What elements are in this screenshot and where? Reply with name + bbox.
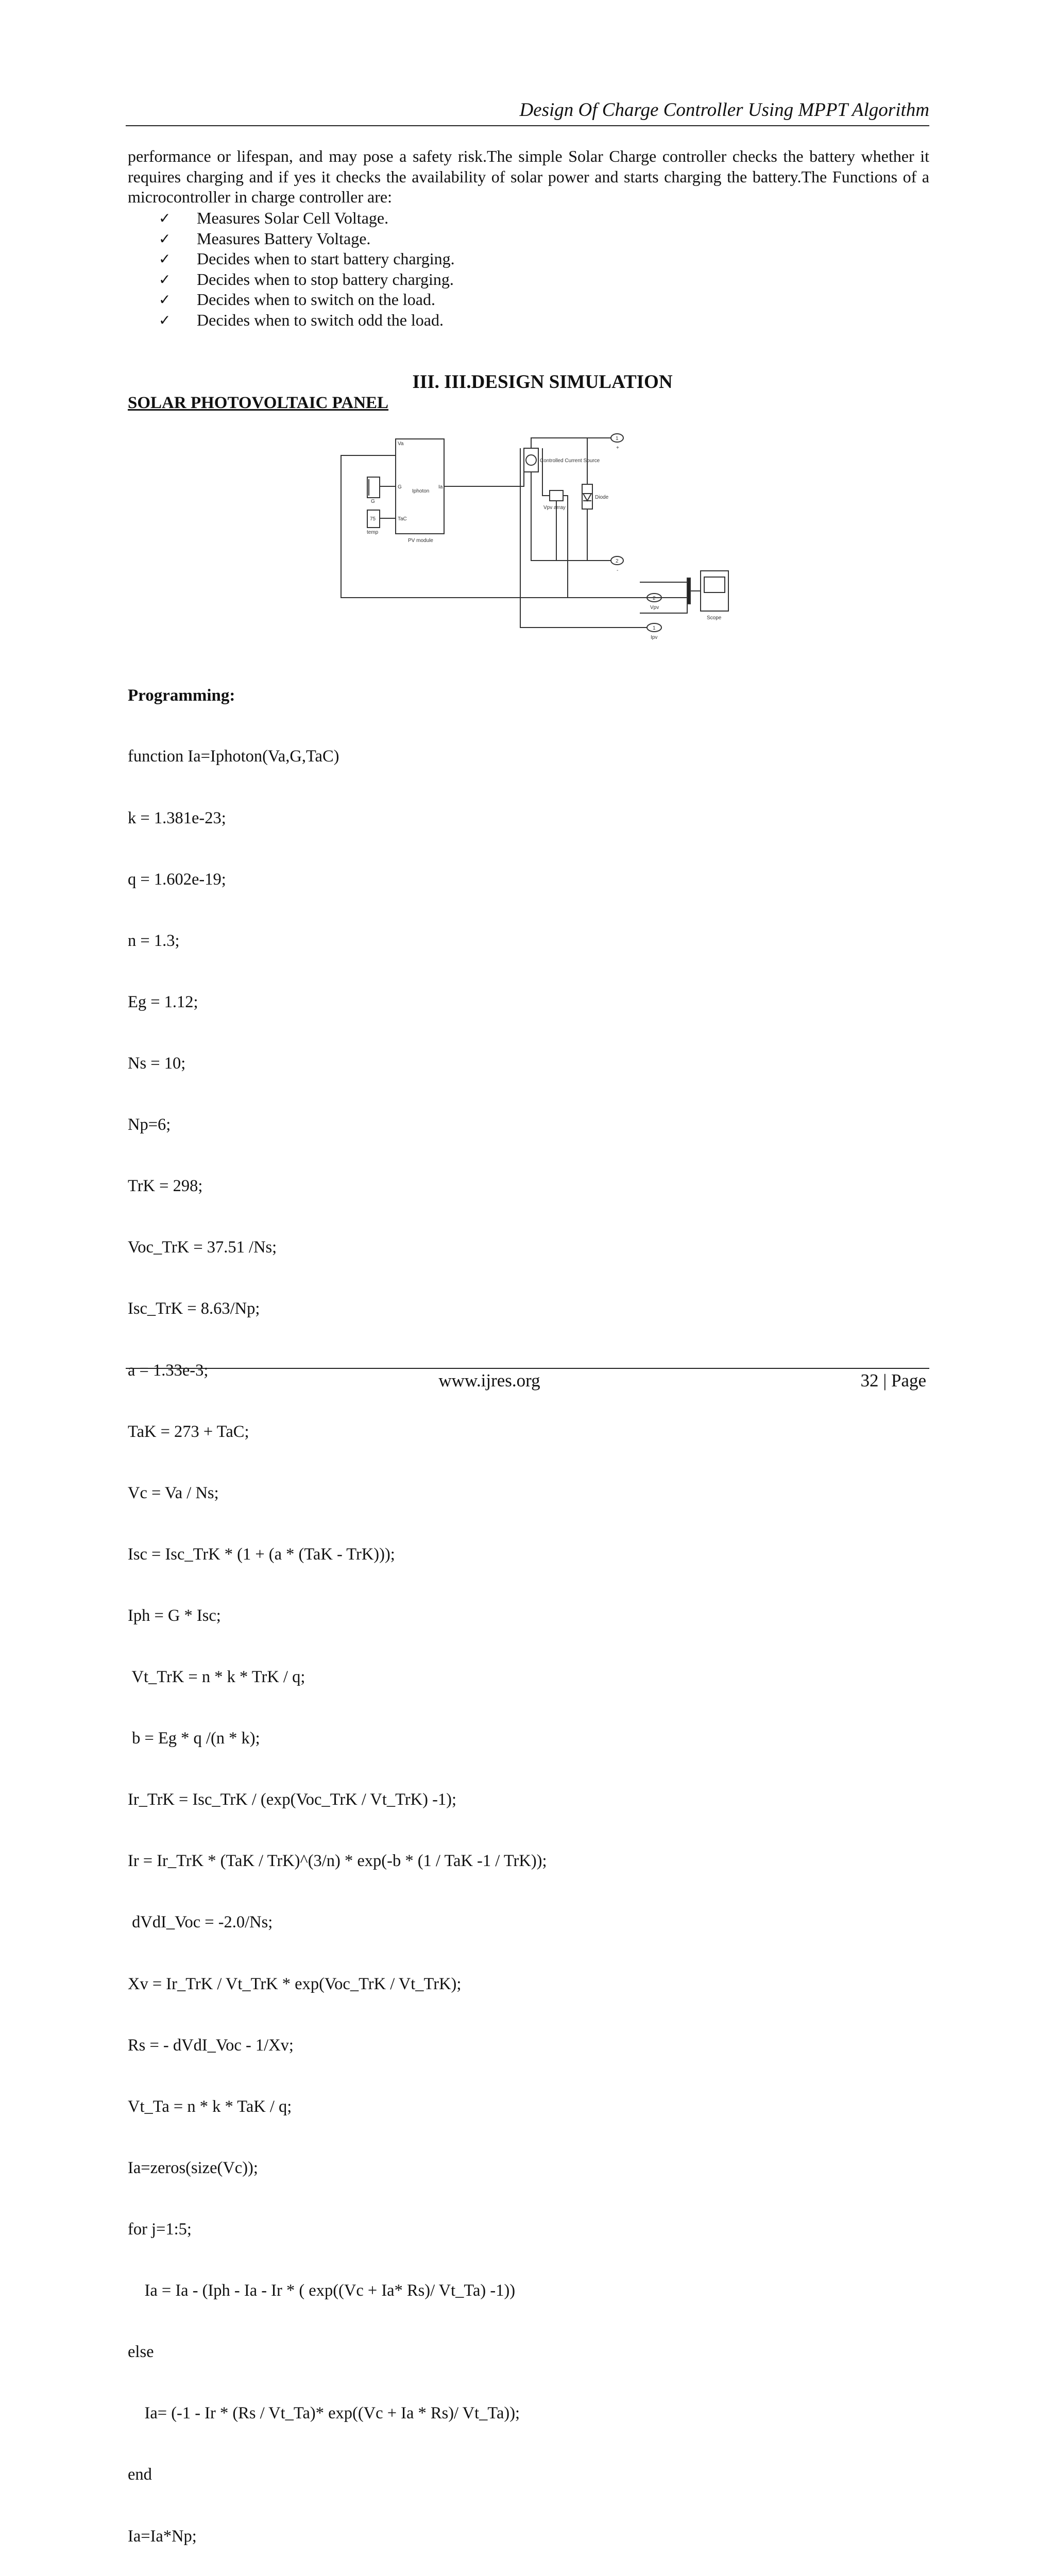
- code-line: Eg = 1.12;: [128, 992, 198, 1011]
- temp-label: temp: [367, 530, 379, 535]
- running-header: Design Of Charge Controller Using MPPT Algorithm: [519, 99, 929, 121]
- wire-bottom-rail: [531, 472, 611, 561]
- code-line: dVdI_Voc = -2.0/Ns;: [128, 1913, 273, 1932]
- code-line: Ia=Ia*Np;: [128, 2527, 197, 2546]
- tac-port-label: TaC: [398, 516, 407, 522]
- mux-bar: [687, 578, 690, 604]
- code-line: Vc = Va / Ns;: [128, 1483, 219, 1502]
- code-line: Vt_TrK = n * k * TrK / q;: [128, 1668, 305, 1687]
- programming-label: Programming:: [128, 686, 235, 705]
- list-item: [159, 229, 455, 249]
- code-line: Iph = G * Isc;: [128, 1606, 221, 1625]
- list-item: [159, 290, 455, 310]
- wire-vm-out: [563, 496, 568, 598]
- code-line: a = 1.33e-3;: [128, 1361, 209, 1380]
- code-line: Rs = - dVdI_Voc - 1/Xv;: [128, 2036, 294, 2055]
- port-2-sign: -: [617, 568, 619, 573]
- scope-screen: [704, 577, 725, 592]
- code-line: k = 1.381e-23;: [128, 808, 226, 827]
- current-source-icon: [526, 455, 536, 465]
- wire-mux-in-2: [640, 604, 687, 613]
- diode-block: [582, 484, 592, 509]
- list-item-text: Decides when to start battery charging.: [197, 249, 455, 268]
- checkmark-icon: ✓: [159, 230, 171, 247]
- port-2-number: 2: [616, 558, 619, 564]
- list-item-text: Decides when to switch odd the load.: [197, 310, 444, 329]
- code-line: function Ia=Iphoton(Va,G,TaC): [128, 747, 339, 766]
- scope-label: Scope: [707, 615, 722, 621]
- subheading: SOLAR PHOTOVOLTAIC PANEL: [128, 394, 389, 412]
- code-line: Isc_TrK = 8.63/Np;: [128, 1299, 260, 1318]
- code-line: b = Eg * q /(n * k);: [128, 1729, 260, 1748]
- code-line: TaK = 273 + TaC;: [128, 1422, 249, 1441]
- code-line: Ia=zeros(size(Vc));: [128, 2158, 258, 2177]
- list-item-text: Decides when to stop battery charging.: [197, 269, 454, 289]
- code-line: Xv = Ir_TrK / Vt_TrK * exp(Voc_TrK / Vt_TrK);: [128, 1974, 462, 1993]
- code-line: end: [128, 2465, 152, 2484]
- code-line: Ir = Ir_TrK * (TaK / TrK)^(3/n) * exp(-b * (1 / TaK -1 / TrK));: [128, 1852, 547, 1871]
- diode-label: Diode: [595, 495, 609, 500]
- simulink-diagram: [330, 428, 752, 644]
- checkmark-icon: ✓: [159, 250, 171, 267]
- port-1-sign: +: [616, 445, 619, 451]
- checkmark-icon: ✓: [159, 270, 171, 288]
- va-port-label: Va: [398, 441, 404, 447]
- g-label: G: [371, 499, 375, 504]
- code-line: else: [128, 2343, 154, 2362]
- voltage-measurement-block: [550, 490, 563, 501]
- wire-ia: [444, 472, 524, 486]
- code-listing: [128, 706, 547, 2576]
- ia-port-label: Ia: [438, 484, 443, 490]
- wire-ipv: [520, 448, 647, 628]
- vpv-array-label: Vpv array: [543, 505, 566, 511]
- code-line: n = 1.3;: [128, 931, 180, 950]
- code-line: Ns = 10;: [128, 1054, 186, 1073]
- code-line: TrK = 298;: [128, 1177, 203, 1196]
- code-line: Np=6;: [128, 1115, 171, 1134]
- wire-top-rail: [531, 438, 611, 448]
- list-item-text: Measures Solar Cell Voltage.: [197, 209, 389, 227]
- code-line: q = 1.602e-19;: [128, 870, 226, 889]
- diode-icon: [583, 494, 591, 501]
- code-line: Ia = Ia - (Iph - Ia - Ir * ( exp((Vc + Ia* Rs)/ Vt_Ta) -1)): [128, 2281, 516, 2300]
- g-port-label: G: [398, 484, 402, 490]
- checkmark-icon: ✓: [159, 291, 171, 308]
- code-line: Vt_Ta = n * k * TaK / q;: [128, 2097, 292, 2116]
- checkmark-icon: ✓: [159, 210, 171, 227]
- code-line: Isc = Isc_TrK * (1 + (a * (TaK - TrK)));: [128, 1545, 395, 1564]
- list-item: [159, 310, 455, 331]
- temp-value: 75: [370, 516, 376, 522]
- vpv-port-number: 2: [653, 596, 656, 601]
- list-item: [159, 269, 455, 290]
- footer-url: www.ijres.org: [438, 1370, 540, 1391]
- header-rule: [126, 125, 929, 126]
- section-heading: III. III.DESIGN SIMULATION: [412, 371, 673, 393]
- pv-module-label: PV module: [408, 538, 433, 544]
- ipv-port-label: Ipv: [651, 635, 658, 640]
- code-line: Ir_TrK = Isc_TrK / (exp(Voc_TrK / Vt_TrK) -1);: [128, 1790, 457, 1809]
- list-item-text: Decides when to switch on the load.: [197, 290, 435, 309]
- ipv-port-number: 1: [653, 625, 656, 631]
- code-line: Voc_TrK = 37.51 /Ns;: [128, 1238, 277, 1257]
- wire-vm-plus: [542, 448, 550, 496]
- code-line: Ia= (-1 - Ir * (Rs / Vt_Ta)* exp((Vc + Ia * Rs)/ Vt_Ta));: [128, 2404, 520, 2423]
- list-item: [159, 249, 455, 269]
- code-line: for j=1:5;: [128, 2220, 192, 2239]
- page-number: 32 | Page: [860, 1370, 926, 1391]
- footer-rule: [126, 1368, 929, 1369]
- checkmark-icon: ✓: [159, 311, 171, 329]
- list-item-text: Measures Battery Voltage.: [197, 229, 371, 248]
- function-checklist: [159, 208, 455, 330]
- list-item: [159, 208, 455, 229]
- vpv-port-label: Vpv: [650, 605, 659, 611]
- intro-paragraph: performance or lifespan, and may pose a safety risk.The simple Solar Charge controller checks the battery whether it requires charging and if yes it checks the availability of solar power and starts charging the battery.The Functions of a microcontroller in charge controller are:: [128, 147, 929, 206]
- wire-va-feedback: [341, 455, 687, 598]
- current-source-label: Controlled Current Source: [540, 458, 600, 464]
- function-label: Iphoton: [412, 488, 430, 494]
- port-1-number: 1: [616, 436, 619, 442]
